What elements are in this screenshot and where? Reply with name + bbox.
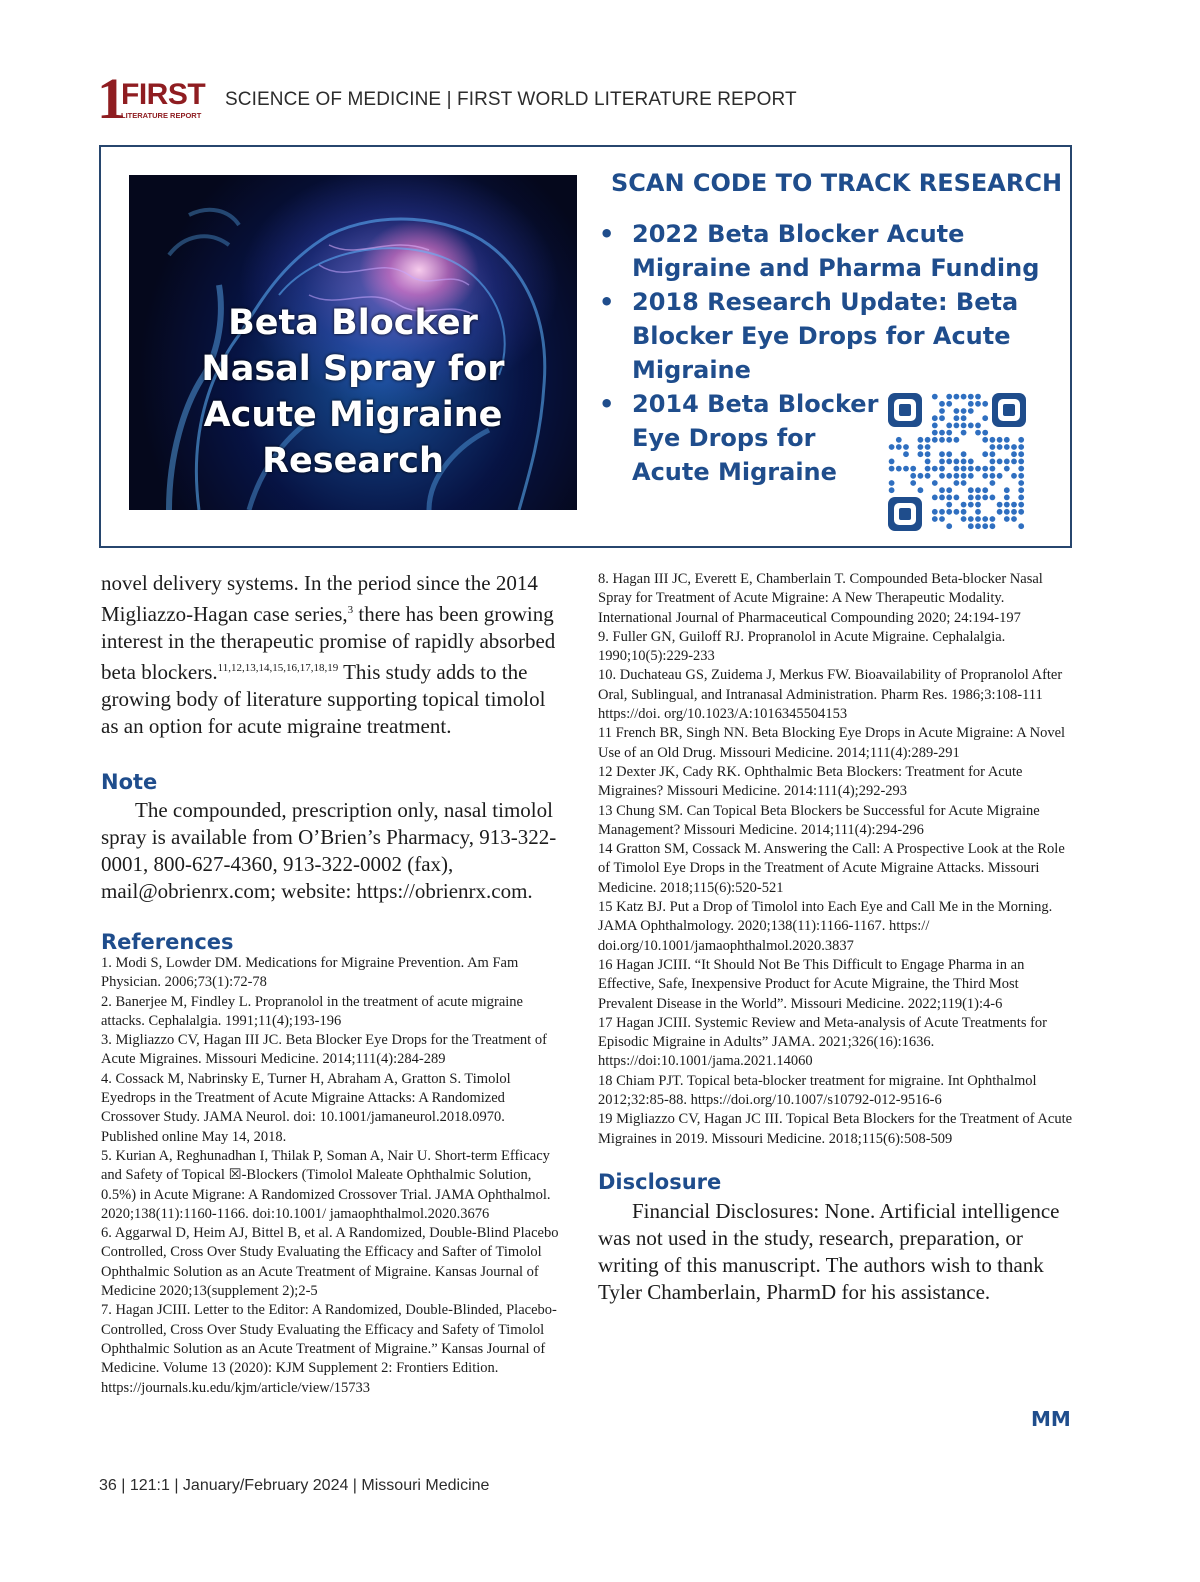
promo-image-title xyxy=(129,300,577,484)
qr-module xyxy=(932,509,938,515)
qr-module xyxy=(968,401,974,407)
qr-module xyxy=(946,451,952,457)
qr-module xyxy=(982,473,988,479)
qr-module xyxy=(932,430,938,436)
qr-module xyxy=(918,437,924,443)
qr-module xyxy=(961,408,967,414)
reference-item: 2. Banerjee M, Findley L. Propranolol in the treatment of acute migraine attacks. Cephalalgia. 1991;11(4);193-196 xyxy=(101,993,523,1029)
qr-module xyxy=(946,437,952,443)
qr-module xyxy=(997,502,1003,508)
reference-item: 18 Chiam PJT. Topical beta-blocker treatment for migraine. Int Ophthalmol 2012;32:85-88. https://doi.org/10.1007/s10792-012-9516-6 xyxy=(598,1072,1037,1109)
qr-module xyxy=(1018,444,1024,450)
qr-module xyxy=(939,401,945,407)
qr-module xyxy=(932,516,938,522)
qr-module xyxy=(932,480,938,486)
qr-module xyxy=(968,423,974,429)
qr-module xyxy=(925,466,931,472)
qr-module xyxy=(946,502,952,508)
reference-item: 10. Duchateau GS, Zuidema J, Merkus FW. Bioavailability of Propranolol After Oral, Sublingual, and Intranasal Administration. Pharm Res. 1986;3:108-111 https://doi. org/10.1023/A:1016345504153 xyxy=(598,667,1063,723)
qr-module xyxy=(990,516,996,522)
qr-module xyxy=(925,444,931,450)
qr-module xyxy=(990,444,996,450)
qr-module xyxy=(982,495,988,501)
qr-module xyxy=(889,466,895,472)
qr-module xyxy=(975,495,981,501)
qr-module xyxy=(1018,459,1024,465)
qr-module xyxy=(1018,451,1024,457)
qr-module xyxy=(932,466,938,472)
qr-module xyxy=(982,437,988,443)
qr-module xyxy=(939,430,945,436)
qr-module xyxy=(946,523,952,529)
qr-module xyxy=(939,509,945,515)
qr-module xyxy=(961,466,967,472)
qr-module xyxy=(896,444,902,450)
qr-module xyxy=(946,401,952,407)
qr-module xyxy=(889,480,895,486)
intro-text: novel delivery systems. In the period since the 2014 Migliazzo-Hagan case series, xyxy=(101,571,538,626)
note-text: The compounded, prescription only, nasal timolol spray is available from O’Brien’s Pharmacy, 913-322-0001, 800-627-4360, 913-322-0002 (fax), mail@obrienrx.com; website: https://obrienrx.com. xyxy=(101,798,557,903)
qr-module xyxy=(946,394,952,400)
qr-module xyxy=(954,480,960,486)
qr-module xyxy=(910,480,916,486)
qr-module xyxy=(982,451,988,457)
qr-module xyxy=(975,430,981,436)
end-mark: MM xyxy=(1031,1407,1071,1431)
qr-module xyxy=(910,473,916,479)
qr-module xyxy=(975,423,981,429)
qr-module xyxy=(975,516,981,522)
reference-item: 14 Gratton SM, Cossack M. Answering the Call: A Prospective Look at the Role of Timolol Eye Drops in the Treatment of Acute Migraine Attacks. Missouri Medicine. 2018;115(6):520-521 xyxy=(598,841,1065,896)
reference-item: 5. Kurian A, Reghunadhan I, Thilak P, Soman A, Nair U. Short-term Efficacy and Safety of Topical ☒-Blockers (Timolol Maleate Ophthalmic Solution, 0.5%) in Acute Migrane: A Randomized Crossover Trial. JAMA Ophthalmol. 2020;138(11):1160-1166. doi:10.1001/ jamaophthalmol.2020.3676 xyxy=(101,1147,551,1222)
qr-module xyxy=(939,473,945,479)
qr-module xyxy=(968,408,974,414)
qr-module xyxy=(918,473,924,479)
qr-module xyxy=(990,466,996,472)
references-list-right xyxy=(598,570,1073,1149)
qr-module xyxy=(1018,466,1024,472)
qr-module xyxy=(1004,516,1010,522)
qr-module xyxy=(997,459,1003,465)
logo-word: FIRST xyxy=(121,78,206,111)
promo-image-line: Nasal Spray for xyxy=(201,349,505,389)
qr-module xyxy=(939,487,945,493)
qr-module xyxy=(961,451,967,457)
citation-superscript: 11,12,13,14,15,16,17,18,19 xyxy=(217,662,339,674)
qr-module xyxy=(889,487,895,493)
reference-item: 16 Hagan JCIII. “It Should Not Be This Difficult to Engage Pharma in an Effective, Safe, Inexpensive Product for Acute Migraine, the Third Most Prevalent Disease in the World”. Missouri Medicine. 2022;119(1):4-6 xyxy=(598,956,1025,1012)
references-heading: References xyxy=(101,930,234,954)
intro-paragraph xyxy=(101,570,561,740)
qr-module xyxy=(946,495,952,501)
qr-module xyxy=(975,394,981,400)
qr-module xyxy=(939,415,945,421)
qr-module xyxy=(954,473,960,479)
qr-module xyxy=(910,466,916,472)
qr-module xyxy=(961,480,967,486)
qr-module xyxy=(982,466,988,472)
reference-item: 15 Katz BJ. Put a Drop of Timolol into Each Eye and Call Me in the Morning. JAMA Ophthalmology. 2020;138(11):1166-1167. https:// doi.org/10.1001/jamaophthalmol.2020.3837 xyxy=(598,899,1053,954)
qr-module xyxy=(990,459,996,465)
qr-module xyxy=(975,502,981,508)
logo-number: 1 xyxy=(97,66,126,131)
qr-module xyxy=(982,415,988,421)
research-link-2018[interactable]: • 2018 Research Update: Beta Blocker Eye Drops for Acute Migraine xyxy=(599,285,1059,387)
qr-module xyxy=(997,444,1003,450)
qr-module xyxy=(961,430,967,436)
qr-module xyxy=(975,487,981,493)
qr-module xyxy=(954,466,960,472)
reference-item: 1. Modi S, Lowder DM. Medications for Migraine Prevention. Am Fam Physician. 2006;73(1):72-78 xyxy=(101,955,519,991)
reference-item: 12 Dexter JK, Cady RK. Ophthalmic Beta Blockers: Treatment for Acute Migraines? Missouri Medicine. 2014:111(4);292-293 xyxy=(598,763,1023,800)
qr-module xyxy=(982,401,988,407)
qr-module xyxy=(1011,451,1017,457)
reference-item: 13 Chung SM. Can Topical Beta Blockers be Successful for Acute Migraine Management? Missouri Medicine. 2014;111(4):294-296 xyxy=(598,802,1040,838)
qr-module xyxy=(889,444,895,450)
qr-module xyxy=(925,473,931,479)
qr-module xyxy=(954,394,960,400)
promo-image-line: Research xyxy=(262,441,444,481)
qr-module xyxy=(1004,509,1010,515)
qr-module xyxy=(1011,459,1017,465)
qr-module xyxy=(990,495,996,501)
citation-superscript: 3 xyxy=(347,604,354,616)
qr-module xyxy=(939,437,945,443)
qr-code-icon[interactable] xyxy=(888,393,1026,531)
qr-module xyxy=(939,466,945,472)
qr-module xyxy=(990,437,996,443)
research-promo-box xyxy=(99,145,1072,548)
promo-heading: SCAN CODE TO TRACK RESEARCH xyxy=(611,169,1063,197)
qr-module xyxy=(932,437,938,443)
qr-module xyxy=(954,509,960,515)
qr-module xyxy=(1018,437,1024,443)
reference-item: 17 Hagan JCIII. Systemic Review and Meta-analysis of Acute Treatments for Episodic Migraine in Adults” JAMA. 2021;326(16):1636. https://doi:10.1001/jama.2021.14060 xyxy=(598,1014,1048,1070)
qr-module xyxy=(1004,459,1010,465)
qr-module xyxy=(932,394,938,400)
qr-module xyxy=(982,516,988,522)
qr-module xyxy=(961,423,967,429)
reference-item: 11 French BR, Singh NN. Beta Blocking Eye Drops in Acute Migraine: A Novel Use of an Old Drug. Missouri Medicine. 2014;111(4):289-291 xyxy=(598,725,1066,761)
qr-module xyxy=(968,473,974,479)
qr-module xyxy=(896,437,902,443)
qr-module xyxy=(982,487,988,493)
research-link-2022[interactable]: • 2022 Beta Blocker Acute Migraine and Pharma Funding xyxy=(599,217,1059,285)
qr-module xyxy=(1018,509,1024,515)
qr-module xyxy=(968,394,974,400)
qr-module xyxy=(975,466,981,472)
page-footer: 36 | 121:1 | January/February 2024 | Missouri Medicine xyxy=(99,1477,490,1494)
qr-module xyxy=(946,430,952,436)
qr-module xyxy=(1018,487,1024,493)
qr-module xyxy=(968,495,974,501)
left-column xyxy=(101,570,561,1398)
qr-module xyxy=(1004,444,1010,450)
reference-item: 9. Fuller GN, Guiloff RJ. Propranolol in Acute Migraine. Cephalalgia. 1990;10(5):229-233 xyxy=(598,628,1006,665)
qr-module xyxy=(1011,509,1017,515)
qr-module xyxy=(939,516,945,522)
qr-module xyxy=(982,523,988,529)
qr-module xyxy=(918,451,924,457)
qr-module xyxy=(954,408,960,414)
qr-module xyxy=(982,430,988,436)
qr-module xyxy=(961,502,967,508)
qr-module xyxy=(990,480,996,486)
reference-item: 19 Migliazzo CV, Hagan JC III. Topical Beta Blockers for the Treatment of Acute Migraines in 2019. Missouri Medicine. 2018;115(6):508-509 xyxy=(598,1111,1073,1147)
qr-module xyxy=(1004,466,1010,472)
qr-module xyxy=(1004,487,1010,493)
qr-module xyxy=(975,523,981,529)
qr-module xyxy=(946,423,952,429)
qr-module xyxy=(918,444,924,450)
page-header-title: SCIENCE OF MEDICINE | FIRST WORLD LITERATURE REPORT xyxy=(225,89,797,110)
qr-module xyxy=(990,451,996,457)
qr-module xyxy=(925,459,931,465)
qr-module xyxy=(1011,516,1017,522)
qr-module xyxy=(997,437,1003,443)
qr-module xyxy=(954,415,960,421)
references-list-left xyxy=(101,954,561,1398)
qr-module xyxy=(990,523,996,529)
qr-module xyxy=(918,487,924,493)
reference-item: 8. Hagan III JC, Everett E, Chamberlain T. Compounded Beta-blocker Nasal Spray for Treatment of Acute Migraine: A New Therapeutic Modality. International Journal of Pharmaceutical Compounding 2020; 24:194-197 xyxy=(598,571,1043,626)
qr-module xyxy=(1018,473,1024,479)
qr-module xyxy=(961,473,967,479)
qr-module xyxy=(954,437,960,443)
reference-item: 7. Hagan JCIII. Letter to the Editor: A Randomized, Double-Blinded, Placebo-Controlled, Cross Over Study Evaluating the Efficacy and Safety of Timolol Ophthalmic Solution as an Acute Treatment of Migraine.” Kansas Journal of Medicine. Volume 13 (2020): KJM Supplement 2: Frontiers Edition. https://journals.ku.edu/kjm/article/view/15733 xyxy=(101,1302,557,1396)
qr-module xyxy=(968,459,974,465)
qr-module xyxy=(968,502,974,508)
qr-module xyxy=(1018,502,1024,508)
qr-module xyxy=(889,459,895,465)
reference-item: 6. Aggarwal D, Heim AJ, Bittel B, et al. A Randomized, Double-Blind Placebo Controlled, Cross Over Study Evaluating the Efficacy and Safter of Timolol Ophthalmic Solution as an Acute Treatment of Migraine. Kansas Journal of Medicine 2020;13(supplement 2);2-5 xyxy=(101,1225,559,1300)
qr-module xyxy=(932,495,938,501)
qr-module xyxy=(968,466,974,472)
qr-module xyxy=(968,487,974,493)
promo-image-line: Acute Migraine xyxy=(203,395,503,435)
qr-module xyxy=(925,437,931,443)
qr-module xyxy=(1004,495,1010,501)
qr-module xyxy=(939,408,945,414)
qr-module xyxy=(968,516,974,522)
note-heading: Note xyxy=(101,770,158,794)
qr-module xyxy=(1004,437,1010,443)
disclosure-text: Financial Disclosures: None. Artificial intelligence was not used in the study, research, preparation, or writing of this manuscript. The authors wish to thank Tyler Chamberlain, PharmD for his assistance. xyxy=(598,1198,1060,1304)
qr-module xyxy=(903,444,909,450)
qr-module xyxy=(1011,444,1017,450)
qr-module xyxy=(946,459,952,465)
qr-module xyxy=(1018,523,1024,529)
promo-image-line: Beta Blocker xyxy=(228,303,478,343)
qr-module xyxy=(925,451,931,457)
disclosure-heading: Disclosure xyxy=(598,1169,722,1194)
qr-module xyxy=(961,516,967,522)
qr-module xyxy=(954,495,960,501)
reference-item: 3. Migliazzo CV, Hagan III JC. Beta Blocker Eye Drops for the Treatment of Acute Migraines. Missouri Medicine. 2014;111(4):284-289 xyxy=(101,1032,547,1068)
qr-module xyxy=(939,459,945,465)
qr-module xyxy=(946,509,952,515)
reference-item: 4. Cossack M, Nabrinsky E, Turner H, Abraham A, Gratton S. Timolol Eyedrops in the Treatment of Acute Migraine Attacks: A Randomized Crossover Study. JAMA Neurol. doi: 10.1001/jamaneurol.2018.0970. Published online May 14, 2018. xyxy=(101,1070,511,1145)
logo-subtitle: LITERATURE REPORT xyxy=(121,111,202,120)
qr-module xyxy=(946,487,952,493)
qr-module xyxy=(997,509,1003,515)
qr-module xyxy=(997,473,1003,479)
qr-module xyxy=(946,473,952,479)
qr-module xyxy=(990,473,996,479)
qr-module xyxy=(932,415,938,421)
qr-module xyxy=(939,451,945,457)
qr-module xyxy=(932,423,938,429)
migraine-brain-image xyxy=(129,175,577,510)
intro-text: This study adds to the growing body of literature supporting topical timolol as an option for acute migraine treatment. xyxy=(101,660,546,738)
qr-module xyxy=(939,495,945,501)
qr-module xyxy=(1018,480,1024,486)
qr-module xyxy=(1018,495,1024,501)
qr-module xyxy=(961,459,967,465)
qr-module xyxy=(1004,502,1010,508)
qr-module xyxy=(961,415,967,421)
qr-module xyxy=(975,509,981,515)
qr-module xyxy=(954,459,960,465)
qr-module xyxy=(1011,473,1017,479)
qr-module xyxy=(1011,502,1017,508)
intro-text: there has been growing interest in the therapeutic promise of rapidly absorbed beta blockers. xyxy=(101,602,556,684)
qr-module xyxy=(896,466,902,472)
qr-module xyxy=(961,509,967,515)
qr-module xyxy=(903,466,909,472)
qr-module xyxy=(968,523,974,529)
qr-module xyxy=(975,401,981,407)
qr-module xyxy=(903,451,909,457)
right-column xyxy=(598,570,1073,1306)
research-link-2014[interactable]: • 2014 Beta Blocker Eye Drops for Acute Migraine xyxy=(599,387,889,489)
qr-module xyxy=(954,423,960,429)
first-literature-report-logo xyxy=(97,66,206,131)
qr-module xyxy=(961,394,967,400)
